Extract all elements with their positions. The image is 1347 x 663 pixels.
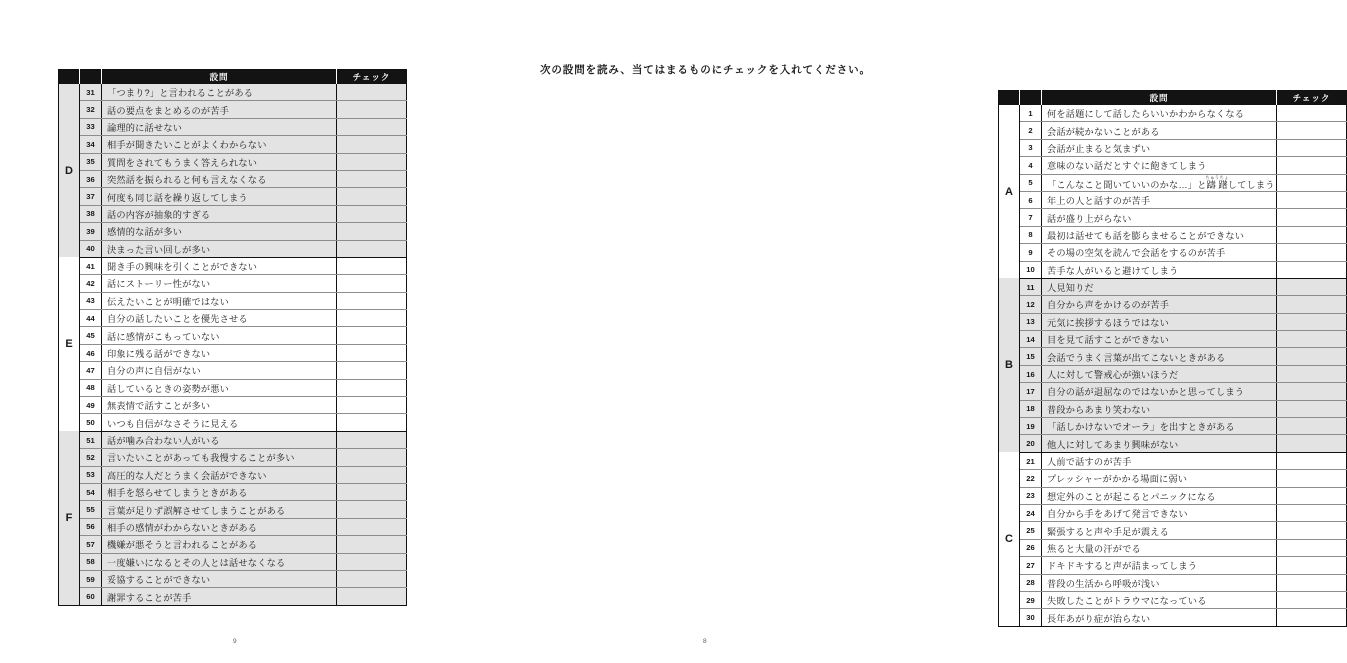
question-text: 高圧的な人だとうまく会話ができない <box>102 466 337 483</box>
table-row <box>59 553 407 570</box>
question-text: 自分から手をあげて発言できない <box>1042 504 1277 521</box>
check-cell[interactable] <box>1277 226 1347 243</box>
row-number: 27 <box>1020 557 1042 574</box>
question-text: 謝罪することが苦手 <box>102 588 337 605</box>
table-header-left <box>59 70 407 85</box>
table-row <box>59 188 407 205</box>
row-number: 40 <box>80 240 102 257</box>
table-row <box>59 310 407 327</box>
table-row <box>59 466 407 483</box>
section-letter-b: B <box>999 278 1020 452</box>
table-row <box>999 591 1347 608</box>
question-text: 「こんなこと聞いていいのかな…」と躊躇ちゅうちょしてしまう <box>1042 174 1277 191</box>
table-row <box>999 452 1347 469</box>
check-cell[interactable] <box>1277 557 1347 574</box>
table-row <box>999 278 1347 295</box>
question-text: 一度嫌いになるとその人とは話せなくなる <box>102 553 337 570</box>
question-text: 会話が止まると気まずい <box>1042 139 1277 156</box>
row-number: 11 <box>1020 278 1042 295</box>
row-number: 30 <box>1020 609 1042 626</box>
question-text: 自分から声をかけるのが苦手 <box>1042 296 1277 313</box>
check-cell[interactable] <box>337 431 407 448</box>
question-text: 伝えたいことが明確ではない <box>102 292 337 309</box>
check-cell[interactable] <box>1277 522 1347 539</box>
check-cell[interactable] <box>337 240 407 257</box>
question-text: 最初は話せても話を膨らませることができない <box>1042 226 1277 243</box>
check-cell[interactable] <box>337 136 407 153</box>
check-cell[interactable] <box>337 344 407 361</box>
ruby-annotation: 躊躇ちゅうちょ <box>1205 174 1229 190</box>
row-number: 34 <box>80 136 102 153</box>
table-row <box>59 570 407 587</box>
row-number: 35 <box>80 153 102 170</box>
question-text: 目を見て話すことができない <box>1042 331 1277 348</box>
check-cell[interactable] <box>337 449 407 466</box>
row-number: 57 <box>80 536 102 553</box>
row-number: 19 <box>1020 418 1042 435</box>
question-text: 人前で話すのが苦手 <box>1042 452 1277 469</box>
row-number: 31 <box>80 84 102 101</box>
row-number: 13 <box>1020 313 1042 330</box>
question-text: 想定外のことが起こるとパニックになる <box>1042 487 1277 504</box>
table-row <box>999 261 1347 278</box>
col-header-number <box>80 70 102 85</box>
row-number: 51 <box>80 431 102 448</box>
table-header-right <box>999 91 1347 106</box>
check-cell[interactable] <box>337 275 407 292</box>
row-number: 48 <box>80 379 102 396</box>
row-number: 60 <box>80 588 102 605</box>
check-cell[interactable] <box>1277 174 1347 191</box>
row-number: 14 <box>1020 331 1042 348</box>
row-number: 24 <box>1020 504 1042 521</box>
question-text: 話が噛み合わない人がいる <box>102 431 337 448</box>
table-row <box>999 487 1347 504</box>
check-cell[interactable] <box>337 501 407 518</box>
row-number: 26 <box>1020 539 1042 556</box>
row-number: 21 <box>1020 452 1042 469</box>
section-letter-c: C <box>999 452 1020 626</box>
question-text: その場の空気を読んで会話をするのが苦手 <box>1042 244 1277 261</box>
table-row <box>59 379 407 396</box>
question-text: 言いたいことがあっても我慢することが多い <box>102 449 337 466</box>
question-text: 突然話を振られると何も言えなくなる <box>102 170 337 187</box>
table-row <box>999 539 1347 556</box>
table-row <box>59 275 407 292</box>
check-cell[interactable] <box>1277 244 1347 261</box>
section-letter-f: F <box>59 431 80 605</box>
table-row <box>59 397 407 414</box>
question-text: 人に対して警戒心が強いほうだ <box>1042 365 1277 382</box>
question-text: 普段の生活から呼吸が浅い <box>1042 574 1277 591</box>
question-text: 焦ると大量の汗がでる <box>1042 539 1277 556</box>
table-row <box>59 292 407 309</box>
check-cell[interactable] <box>1277 470 1347 487</box>
question-text: 会話でうまく言葉が出てこないときがある <box>1042 348 1277 365</box>
check-cell[interactable] <box>337 101 407 118</box>
checklist-table-left <box>58 69 407 606</box>
question-text: 論理的に話せない <box>102 118 337 135</box>
question-text: 緊張すると声や手足が震える <box>1042 522 1277 539</box>
col-header-check: チェック <box>337 70 407 85</box>
table-row <box>59 257 407 274</box>
check-cell[interactable] <box>1277 313 1347 330</box>
table-row <box>999 609 1347 626</box>
col-header-section <box>999 91 1020 106</box>
check-cell[interactable] <box>1277 278 1347 295</box>
question-text: 元気に挨拶するほうではない <box>1042 313 1277 330</box>
row-number: 58 <box>80 553 102 570</box>
row-number: 10 <box>1020 261 1042 278</box>
table-row <box>59 414 407 431</box>
check-cell[interactable] <box>337 397 407 414</box>
table-row <box>59 223 407 240</box>
question-text: 話にストーリー性がない <box>102 275 337 292</box>
row-number: 50 <box>80 414 102 431</box>
check-cell[interactable] <box>1277 418 1347 435</box>
row-number: 43 <box>80 292 102 309</box>
table-row <box>999 504 1347 521</box>
row-number: 3 <box>1020 139 1042 156</box>
table-row <box>999 348 1347 365</box>
page-number-right: 8 <box>702 638 707 645</box>
question-text: 聞き手の興味を引くことができない <box>102 257 337 274</box>
question-text: 自分の話したいことを優先させる <box>102 310 337 327</box>
row-number: 12 <box>1020 296 1042 313</box>
left-page <box>0 0 470 663</box>
question-text: 印象に残る話ができない <box>102 344 337 361</box>
check-cell[interactable] <box>337 292 407 309</box>
question-text: 相手を怒らせてしまうときがある <box>102 483 337 500</box>
table-row <box>59 240 407 257</box>
question-text: 相手の感情がわからないときがある <box>102 518 337 535</box>
row-number: 15 <box>1020 348 1042 365</box>
row-number: 5 <box>1020 174 1042 191</box>
check-cell[interactable] <box>1277 139 1347 156</box>
row-number: 45 <box>80 327 102 344</box>
check-cell[interactable] <box>337 205 407 222</box>
right-page <box>470 0 1331 663</box>
row-number: 23 <box>1020 487 1042 504</box>
check-cell[interactable] <box>1277 452 1347 469</box>
row-number: 17 <box>1020 383 1042 400</box>
table-body-left <box>59 84 407 605</box>
question-text: 会話が続かないことがある <box>1042 122 1277 139</box>
col-header-number <box>1020 91 1042 106</box>
check-cell[interactable] <box>1277 435 1347 452</box>
row-number: 29 <box>1020 591 1042 608</box>
table-row <box>999 470 1347 487</box>
row-number: 7 <box>1020 209 1042 226</box>
col-header-check: チェック <box>1277 91 1347 106</box>
check-cell[interactable] <box>337 588 407 605</box>
question-text: 長年あがり症が治らない <box>1042 609 1277 626</box>
table-row <box>999 331 1347 348</box>
table-row <box>999 435 1347 452</box>
check-cell[interactable] <box>337 118 407 135</box>
question-text: ドキドキすると声が詰まってしまう <box>1042 557 1277 574</box>
row-number: 9 <box>1020 244 1042 261</box>
row-number: 4 <box>1020 157 1042 174</box>
table-row <box>999 226 1347 243</box>
check-cell[interactable] <box>1277 331 1347 348</box>
table-row <box>59 327 407 344</box>
table-row <box>999 383 1347 400</box>
table-row <box>999 157 1347 174</box>
check-cell[interactable] <box>337 414 407 431</box>
check-cell[interactable] <box>337 570 407 587</box>
check-cell[interactable] <box>1277 261 1347 278</box>
question-text: 話が盛り上がらない <box>1042 209 1277 226</box>
table-row <box>999 522 1347 539</box>
table-row <box>59 518 407 535</box>
check-cell[interactable] <box>1277 122 1347 139</box>
question-text: 他人に対してあまり興味がない <box>1042 435 1277 452</box>
question-text: 妥協することができない <box>102 570 337 587</box>
checklist-table-right <box>998 90 1347 627</box>
check-cell[interactable] <box>1277 296 1347 313</box>
check-cell[interactable] <box>337 84 407 101</box>
table-row <box>59 170 407 187</box>
table-row <box>59 431 407 448</box>
row-number: 49 <box>80 397 102 414</box>
table-row <box>999 557 1347 574</box>
table-row <box>999 244 1347 261</box>
check-cell[interactable] <box>1277 539 1347 556</box>
row-number: 55 <box>80 501 102 518</box>
row-number: 32 <box>80 101 102 118</box>
table-row <box>59 205 407 222</box>
check-cell[interactable] <box>337 466 407 483</box>
row-number: 16 <box>1020 365 1042 382</box>
col-header-question: 設問 <box>102 70 337 85</box>
row-number: 46 <box>80 344 102 361</box>
check-cell[interactable] <box>337 257 407 274</box>
table-row <box>999 174 1347 191</box>
question-text: 苦手な人がいると避けてしまう <box>1042 261 1277 278</box>
check-cell[interactable] <box>1277 487 1347 504</box>
row-number: 47 <box>80 362 102 379</box>
row-number: 52 <box>80 449 102 466</box>
check-cell[interactable] <box>337 310 407 327</box>
check-cell[interactable] <box>337 327 407 344</box>
row-number: 54 <box>80 483 102 500</box>
table-row <box>999 400 1347 417</box>
table-row <box>999 105 1347 122</box>
check-cell[interactable] <box>337 362 407 379</box>
question-text: 失敗したことがトラウマになっている <box>1042 591 1277 608</box>
table-row <box>59 501 407 518</box>
question-text: 相手が聞きたいことがよくわからない <box>102 136 337 153</box>
question-text: プレッシャーがかかる場面に弱い <box>1042 470 1277 487</box>
question-text: 無表情で話すことが多い <box>102 397 337 414</box>
check-cell[interactable] <box>337 536 407 553</box>
check-cell[interactable] <box>337 379 407 396</box>
table-row <box>999 418 1347 435</box>
question-text: 機嫌が悪そうと言われることがある <box>102 536 337 553</box>
row-number: 2 <box>1020 122 1042 139</box>
check-cell[interactable] <box>1277 191 1347 208</box>
row-number: 41 <box>80 257 102 274</box>
question-text: 何を話題にして話したらいいかわからなくなる <box>1042 105 1277 122</box>
col-header-question: 設問 <box>1042 91 1277 106</box>
table-row <box>999 365 1347 382</box>
check-cell[interactable] <box>1277 400 1347 417</box>
row-number: 1 <box>1020 105 1042 122</box>
row-number: 25 <box>1020 522 1042 539</box>
check-cell[interactable] <box>337 483 407 500</box>
question-text: 自分の声に自信がない <box>102 362 337 379</box>
table-row <box>59 153 407 170</box>
row-number: 38 <box>80 205 102 222</box>
row-number: 6 <box>1020 191 1042 208</box>
check-cell[interactable] <box>1277 365 1347 382</box>
question-text: 話の内容が抽象的すぎる <box>102 205 337 222</box>
check-cell[interactable] <box>337 553 407 570</box>
section-letter-a: A <box>999 105 1020 278</box>
check-cell[interactable] <box>337 153 407 170</box>
check-cell[interactable] <box>337 188 407 205</box>
row-number: 42 <box>80 275 102 292</box>
table-row <box>59 84 407 101</box>
row-number: 18 <box>1020 400 1042 417</box>
row-number: 20 <box>1020 435 1042 452</box>
table-row <box>999 313 1347 330</box>
table-row <box>59 101 407 118</box>
question-text: 普段からあまり笑わない <box>1042 400 1277 417</box>
row-number: 59 <box>80 570 102 587</box>
row-number: 33 <box>80 118 102 135</box>
row-number: 22 <box>1020 470 1042 487</box>
question-text: 質問をされてもうまく答えられない <box>102 153 337 170</box>
question-text: 話の要点をまとめるのが苦手 <box>102 101 337 118</box>
question-text: 話しているときの姿勢が悪い <box>102 379 337 396</box>
check-cell[interactable] <box>1277 504 1347 521</box>
row-number: 36 <box>80 170 102 187</box>
page-number-left: 9 <box>232 638 237 645</box>
row-number: 8 <box>1020 226 1042 243</box>
check-cell[interactable] <box>337 518 407 535</box>
col-header-section <box>59 70 80 85</box>
question-text: 自分の話が退屈なのではないかと思ってしまう <box>1042 383 1277 400</box>
question-text: 人見知りだ <box>1042 278 1277 295</box>
table-row <box>59 344 407 361</box>
row-number: 53 <box>80 466 102 483</box>
question-text: 感情的な話が多い <box>102 223 337 240</box>
row-number: 56 <box>80 518 102 535</box>
table-row <box>59 362 407 379</box>
section-letter-e: E <box>59 257 80 431</box>
table-row <box>999 191 1347 208</box>
question-text: 決まった言い回しが多い <box>102 240 337 257</box>
table-row <box>999 209 1347 226</box>
table-body-right <box>999 105 1347 626</box>
check-cell[interactable] <box>1277 383 1347 400</box>
table-row <box>59 588 407 605</box>
check-cell[interactable] <box>1277 105 1347 122</box>
table-row <box>999 574 1347 591</box>
check-cell[interactable] <box>1277 209 1347 226</box>
row-number: 28 <box>1020 574 1042 591</box>
check-cell[interactable] <box>1277 574 1347 591</box>
check-cell[interactable] <box>1277 348 1347 365</box>
table-row <box>59 449 407 466</box>
table-row <box>59 536 407 553</box>
row-number: 39 <box>80 223 102 240</box>
check-cell[interactable] <box>1277 609 1347 626</box>
table-row <box>999 139 1347 156</box>
table-row <box>59 118 407 135</box>
check-cell[interactable] <box>337 223 407 240</box>
check-cell[interactable] <box>337 170 407 187</box>
table-row <box>59 136 407 153</box>
instruction-text: 次の設問を読み、当てはまるものにチェックを入れてください。 <box>540 64 871 76</box>
table-row <box>999 296 1347 313</box>
question-text: 言葉が足りず誤解させてしまうことがある <box>102 501 337 518</box>
section-letter-d: D <box>59 84 80 257</box>
question-text: 意味のない話だとすぐに飽きてしまう <box>1042 157 1277 174</box>
question-text: 年上の人と話すのが苦手 <box>1042 191 1277 208</box>
table-row <box>59 483 407 500</box>
row-number: 37 <box>80 188 102 205</box>
question-text: いつも自信がなさそうに見える <box>102 414 337 431</box>
check-cell[interactable] <box>1277 591 1347 608</box>
question-text: 「つまり?」と言われることがある <box>102 84 337 101</box>
question-text: 「話しかけないでオーラ」を出すときがある <box>1042 418 1277 435</box>
check-cell[interactable] <box>1277 157 1347 174</box>
row-number: 44 <box>80 310 102 327</box>
table-row <box>999 122 1347 139</box>
question-text: 話に感情がこもっていない <box>102 327 337 344</box>
question-text: 何度も同じ話を繰り返してしまう <box>102 188 337 205</box>
